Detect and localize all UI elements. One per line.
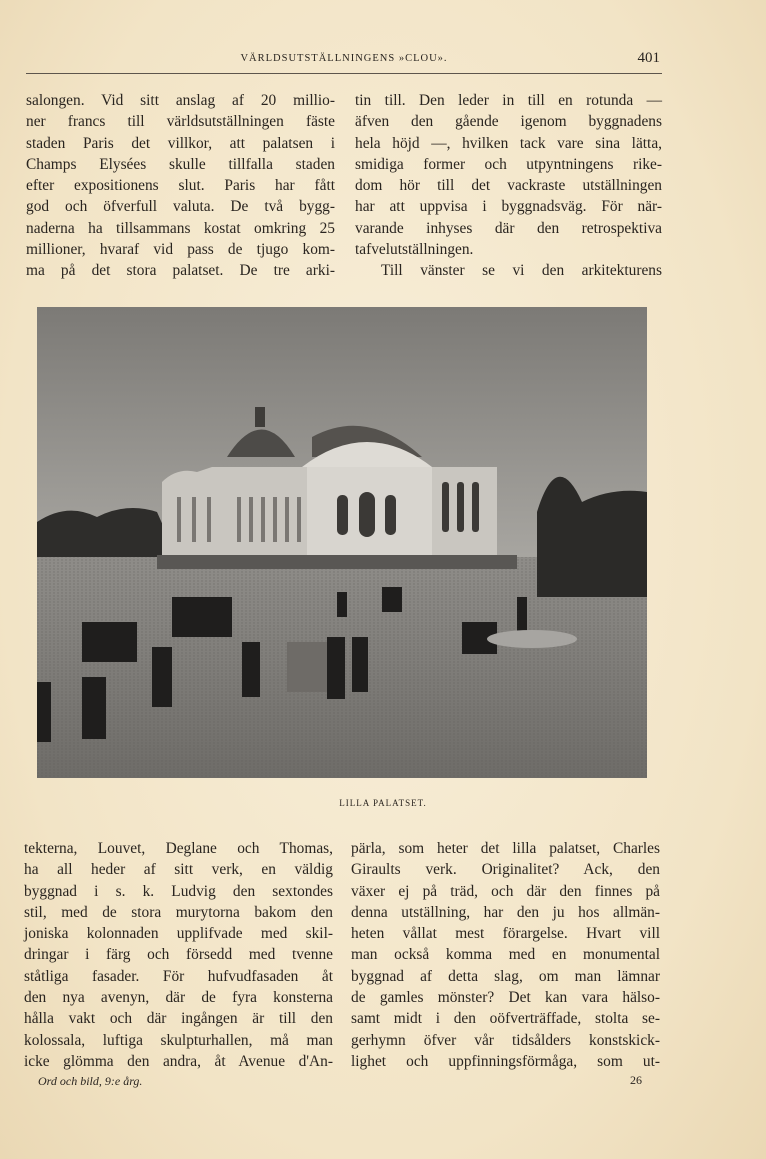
running-title: VÄRLDSUTSTÄLLNINGENS »CLOU». <box>240 53 448 64</box>
text-line: efter expositionens slut. Paris har fått <box>26 177 335 195</box>
header-rule <box>26 73 662 74</box>
text-line: de gamles mönster? Det kan vara hälso- <box>351 989 660 1007</box>
text-line: pärla, som heter det lilla palatset, Charles <box>351 840 660 857</box>
text-line: har att uppvisa i byggnadsväg. För när- <box>355 198 662 216</box>
text-line: gerhymn öfver vår tidsålders konstskick- <box>351 1031 660 1049</box>
text-line: ma på det stora palatset. De tre arki- <box>26 262 335 280</box>
text-line: byggnad i s. k. Ludvig den sextondes <box>24 882 333 900</box>
text-line: dom hör till det vackraste utställningen <box>355 177 662 195</box>
text-line: den nya avenyn, där de fyra konsterna <box>24 989 333 1007</box>
column-bottom-right <box>351 838 660 1072</box>
figure-caption: LILLA PALATSET. <box>339 798 427 808</box>
column-top-right <box>355 90 662 282</box>
text-line: heten vållat mest förargelse. Hvart vill <box>351 925 660 943</box>
text-line: lighet och uppfinningsförmåga, som ut- <box>351 1052 660 1070</box>
text-line: tekterna, Louvet, Deglane och Thomas, <box>24 840 333 857</box>
text-line: stil, med de stora murytorna bakom den <box>24 903 333 921</box>
text-line: byggnad af detta slag, om man lämnar <box>351 967 660 985</box>
text-line: icke glömma den andra, åt Avenue d'An- <box>24 1052 333 1070</box>
text-line: smidiga former och utpyntningens rike- <box>355 155 662 173</box>
text-line: växer ej på träd, och där den finnes på <box>351 882 660 900</box>
text-line: god och öfverfull valuta. De två bygg- <box>26 198 335 216</box>
text-line: hålla vakt och där ingången är till den <box>24 1010 333 1028</box>
text-line: Till vänster se vi den arkitekturens <box>381 262 662 280</box>
text-line: kolossala, luftiga skulpturhallen, må man <box>24 1031 333 1049</box>
text-line: varande inhyses där den retrospektiva <box>355 219 662 237</box>
text-line: ståtliga fasader. För hufvudfasaden åt <box>24 967 333 985</box>
text-line: Giraults verk. Originalitet? Ack, den <box>351 861 660 879</box>
signature-mark: 26 <box>630 1073 642 1087</box>
text-line: samt midt i den oöfverträffade, stolta se- <box>351 1010 660 1028</box>
text-line: man också komma med en monumental <box>351 946 660 964</box>
text-line: ha all heder af sitt verk, en väldig <box>24 861 333 879</box>
page-number: 401 <box>637 50 660 66</box>
text-line: äfven den gående igenom byggnadens <box>355 113 662 131</box>
column-top-left <box>26 90 335 282</box>
text-line: salongen. Vid sitt anslag af 20 millio- <box>26 92 335 109</box>
text-line: joniska kolonnaden upplifvade med skil- <box>24 925 333 943</box>
photo-petit-palais <box>37 307 647 778</box>
column-bottom-left <box>24 838 333 1072</box>
text-line: naderna ha tillsammans kostat omkring 25 <box>26 219 335 237</box>
page-header <box>26 50 662 70</box>
text-line: staden Paris det villkor, att palatsen i <box>26 134 335 152</box>
text-line: tafvelutställningen. <box>355 241 474 259</box>
text-line: denna utställning, har den ju hos allmän- <box>351 903 660 921</box>
text-line: dringar i färg och försedd med tvenne <box>24 946 333 964</box>
text-line: millioner, hvaraf vid pass de tjugo kom- <box>26 241 335 259</box>
text-line: hela höjd —, hvilken tack vare sina lätta, <box>355 134 662 152</box>
text-line: Champs Elysées skulle tillfalla staden <box>26 155 335 173</box>
text-line: ner francs till världsutställningen fäste <box>26 113 335 131</box>
text-line: tin till. Den leder in till en rotunda — <box>355 92 662 109</box>
publication-footer: Ord och bild, 9:e årg. <box>38 1074 143 1088</box>
